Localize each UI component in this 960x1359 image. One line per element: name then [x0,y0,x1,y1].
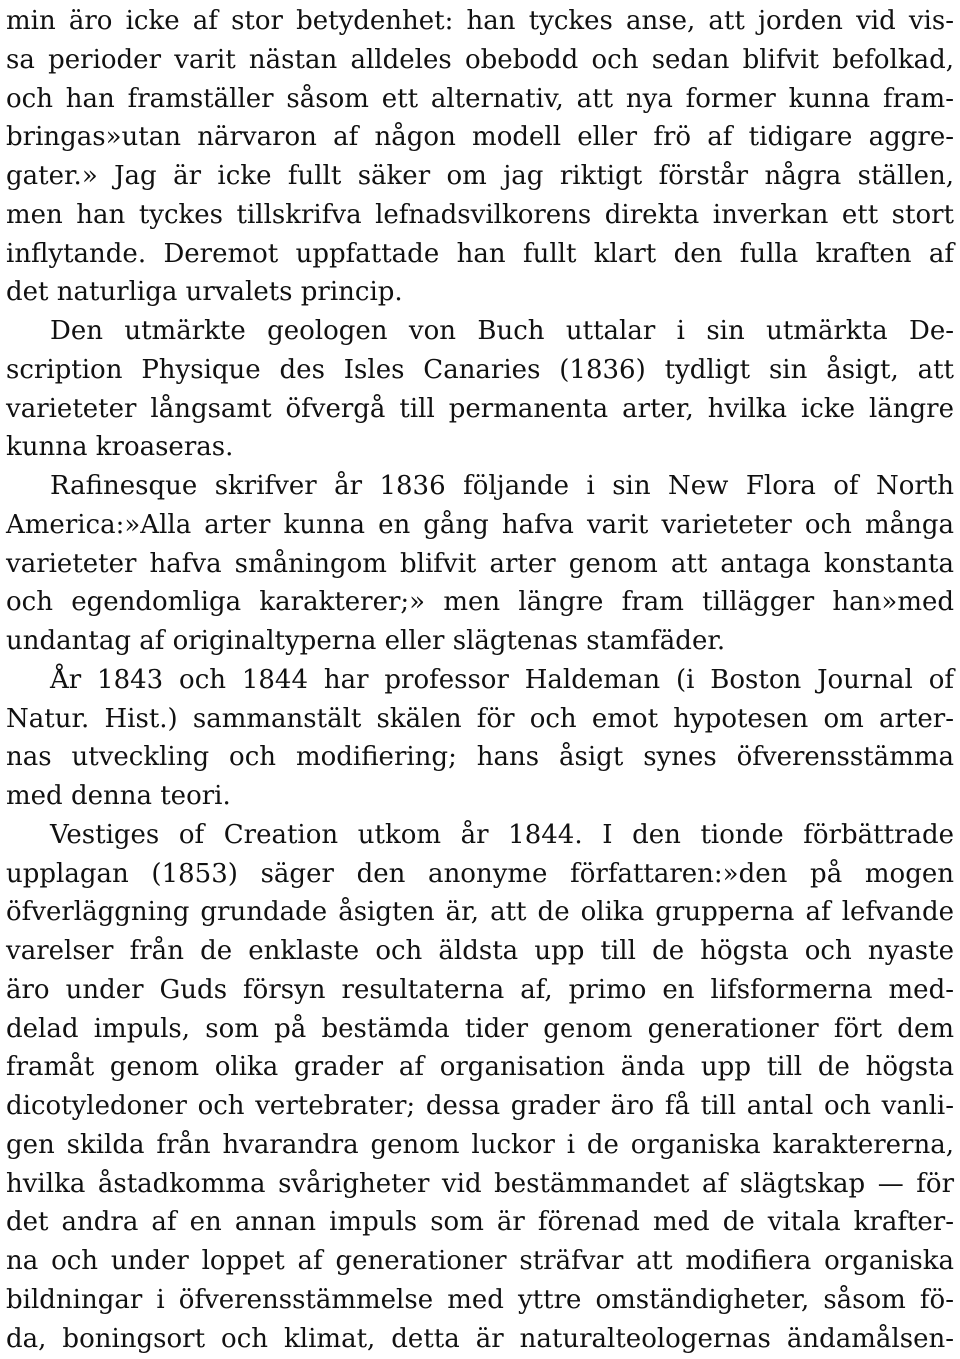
text-line: Rafinesque skrifver år 1836 följande i sin New Flora of North [50,471,954,501]
text-line: scription Physique des Isles Canaries (1836) tydligt sin åsigt, att [6,354,954,385]
text-line: gen skilda från hvarandra genom luckor i de organiska karaktererna, [6,1129,954,1160]
text-line: na och under loppet af generationer sträfvar att modifiera organiska [6,1246,954,1276]
text-line: det andra af en annan impuls som är förenad med de vitala krafter- [6,1207,954,1238]
text-line: nas utveckling och modifiering; hans åsigt synes öfverensstämma [6,742,954,773]
text-line: med denna teori. [6,781,231,811]
text-line: och han framställer såsom ett alternativ, att nya former kunna fram- [6,83,954,114]
text-line: delad impuls, som på bestämda tider genom generationer fört dem [6,1013,954,1044]
paragraph-1 [6,2,954,312]
text-line: sa perioder varit nästan alldeles obebodd och sedan blifvit befolkad, [6,44,954,75]
text-line: varieteter hafva småningom blifvit arter genom att antaga konstanta [6,548,954,579]
text-line: inflytande. Deremot uppfattade han fullt klart den fulla kraften af [6,238,954,269]
paragraph-3 [6,467,954,661]
text-line: År 1843 och 1844 har professor Haldeman (i Boston Journal of [50,664,954,695]
paragraph-4 [6,661,954,816]
text-line: äro under Guds försyn resultaterna af, primo en lifsformerna med- [6,974,954,1005]
text-line: America:»Alla arter kunna en gång hafva varit varieteter och många [6,509,954,540]
text-line: kunna kroaseras. [6,432,234,463]
text-line: gater.» Jag är icke fullt säker om jag riktigt förstår några ställen, [6,161,954,191]
text-line: min äro icke af stor betydenhet: han tyckes anse, att jorden vid vis- [6,6,954,36]
text-line: bildningar i öfverensstämmelse med yttre omständigheter, såsom fö- [6,1284,954,1315]
text-line: varelser från de enklaste och äldsta upp till de högsta och nyaste [6,936,954,966]
text-line: Vestiges of Creation utkom år 1844. I den tionde förbättrade [50,819,954,850]
text-line: det naturliga urvalets princip. [6,277,403,308]
document-page [6,0,954,1358]
text-line: och egendomliga karakterer;» men längre fram tillägger han»med [6,587,954,618]
text-line: bringas»utan närvaron af någon modell eller frö af tidigare aggre- [6,122,954,153]
text-line: Natur. Hist.) sammanstält skälen för och emot hypotesen om arter- [6,703,954,734]
text-line: varieteter långsamt öfvergå till permanenta arter, hvilka icke längre [6,393,954,424]
text-line: öfverläggning grundade åsigten är, att de olika grupperna af lefvande [6,897,954,928]
text-line: men han tyckes tillskrifva lefnadsvilkorens direkta inverkan ett stort [6,199,954,230]
text-line: framåt genom olika grader af organisation ända upp till de högsta [6,1052,954,1083]
text-line: da, boningsort och klimat, detta är naturalteologernas ändamålsen- [6,1323,954,1354]
text-line: dicotyledoner och vertebrater; dessa grader äro få till antal och vanli- [6,1091,954,1121]
text-line: Den utmärkte geologen von Buch uttalar i sin utmärkta De- [50,316,954,346]
paragraph-2 [6,312,954,467]
paragraph-5 [6,816,954,1359]
text-line: upplagan (1853) säger den anonyme författaren:»den på mogen [6,858,954,889]
text-line: undantag af originaltyperna eller slägtenas stamfäder. [6,626,726,656]
text-line: hvilka åstadkomma svårigheter vid bestämmandet af slägtskap — för [6,1168,954,1199]
